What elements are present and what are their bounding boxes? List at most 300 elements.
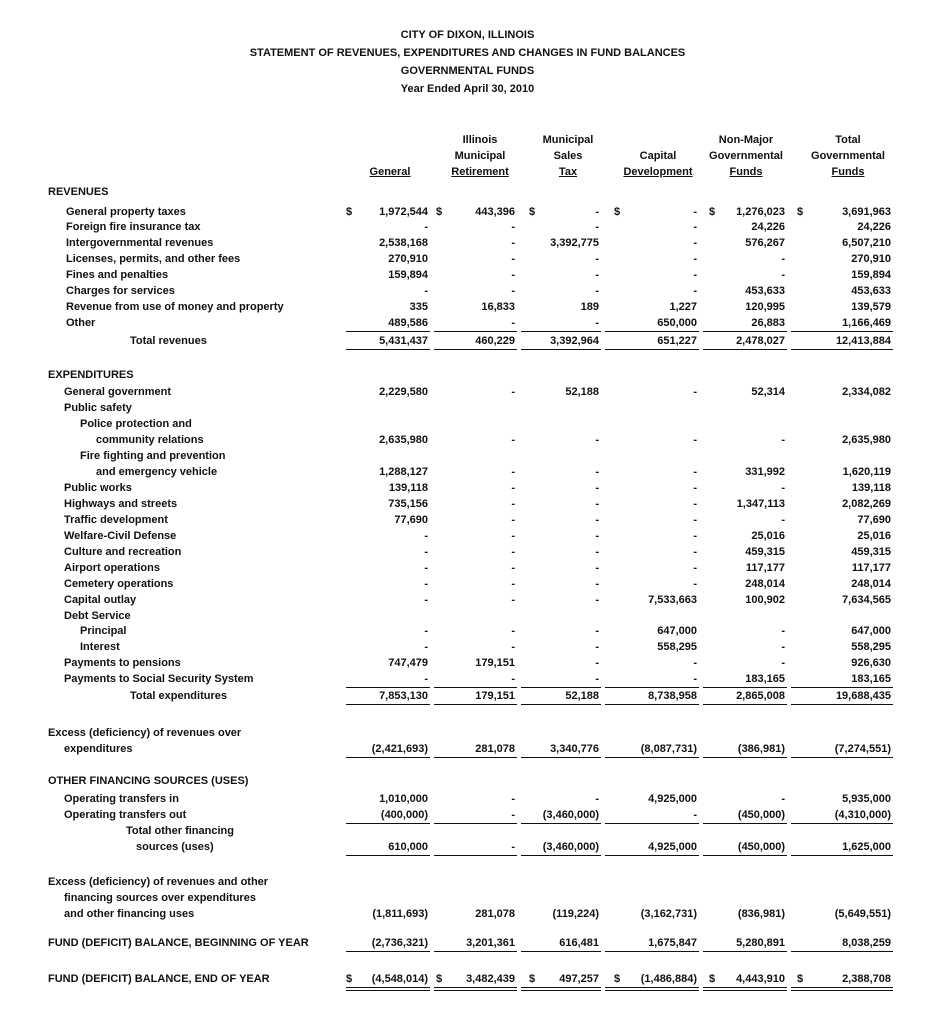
- value-cell: 179,151: [475, 690, 515, 702]
- value-cell: 2,635,980: [842, 434, 891, 446]
- row-label: Airport operations: [64, 562, 160, 574]
- underline: [346, 951, 430, 952]
- row-label: Cemetery operations: [64, 578, 174, 590]
- column-header-line: Capital: [639, 150, 677, 162]
- value-cell: -: [511, 269, 515, 281]
- value-cell: -: [511, 793, 515, 805]
- value-cell: -: [511, 317, 515, 329]
- value-cell: 453,633: [851, 285, 891, 297]
- value-cell: 453,633: [745, 285, 785, 297]
- value-cell: 747,479: [388, 657, 428, 669]
- row-label: Public safety: [64, 402, 132, 414]
- value-cell: -: [595, 594, 599, 606]
- row-label: Interest: [80, 641, 120, 653]
- row-label: Intergovernmental revenues: [66, 237, 214, 249]
- value-cell: -: [595, 206, 599, 218]
- value-cell: 159,894: [388, 269, 428, 281]
- value-cell: -: [511, 625, 515, 637]
- value-cell: -: [511, 514, 515, 526]
- title-city: CITY OF DIXON, ILLINOIS: [400, 29, 535, 41]
- value-cell: -: [595, 482, 599, 494]
- value-cell: 139,579: [851, 301, 891, 313]
- value-cell: 443,396: [475, 206, 515, 218]
- value-cell: -: [511, 285, 515, 297]
- dollar-sign: $: [436, 206, 443, 218]
- underline: [605, 704, 699, 705]
- value-cell: (119,224): [552, 908, 599, 920]
- value-cell: -: [595, 317, 599, 329]
- value-cell: 3,201,361: [466, 937, 515, 949]
- value-cell: 497,257: [559, 973, 599, 985]
- value-cell: -: [511, 841, 515, 853]
- underline: [791, 331, 893, 332]
- value-cell: -: [511, 578, 515, 590]
- row-label: Debt Service: [64, 610, 131, 622]
- value-cell: 270,910: [851, 253, 891, 265]
- value-cell: -: [511, 253, 515, 265]
- section-heading: Excess (deficiency) of revenues and other: [48, 876, 269, 888]
- value-cell: 24,226: [857, 221, 891, 233]
- row-label: financing sources over expenditures: [64, 892, 256, 904]
- underline: [703, 823, 787, 824]
- underline: [703, 951, 787, 952]
- value-cell: -: [693, 673, 697, 685]
- value-cell: 281,078: [475, 743, 515, 755]
- value-cell: 735,156: [388, 498, 428, 510]
- dollar-sign: $: [346, 206, 353, 218]
- column-header-line: Retirement: [451, 166, 509, 178]
- value-cell: 576,267: [745, 237, 785, 249]
- section-heading: EXPENDITURES: [48, 369, 134, 381]
- title-funds: GOVERNMENTAL FUNDS: [400, 65, 535, 77]
- column-header-line: General: [369, 166, 411, 178]
- value-cell: 616,481: [559, 937, 599, 949]
- value-cell: 1,166,469: [842, 317, 891, 329]
- value-cell: -: [511, 673, 515, 685]
- row-label: Licenses, permits, and other fees: [66, 253, 241, 265]
- value-cell: 2,635,980: [379, 434, 428, 446]
- dollar-sign: $: [797, 206, 804, 218]
- value-cell: -: [595, 673, 599, 685]
- underline: [434, 331, 517, 332]
- value-cell: (2,736,321): [371, 937, 428, 949]
- value-cell: (4,548,014): [371, 973, 428, 985]
- value-cell: -: [511, 434, 515, 446]
- value-cell: 25,016: [751, 530, 785, 542]
- underline: [605, 823, 699, 824]
- value-cell: 117,177: [851, 562, 891, 574]
- underline: [791, 349, 893, 350]
- value-cell: 52,314: [751, 386, 785, 398]
- value-cell: 248,014: [745, 578, 785, 590]
- value-cell: 2,478,027: [736, 335, 785, 347]
- value-cell: -: [781, 641, 785, 653]
- double-underline: [791, 987, 893, 991]
- value-cell: (5,649,551): [834, 908, 891, 920]
- underline: [434, 951, 517, 952]
- value-cell: 1,276,023: [736, 206, 785, 218]
- underline: [346, 331, 430, 332]
- value-cell: (450,000): [737, 841, 785, 853]
- value-cell: 77,690: [394, 514, 428, 526]
- dollar-sign: $: [797, 973, 804, 985]
- row-label: Principal: [80, 625, 127, 637]
- value-cell: -: [511, 466, 515, 478]
- column-header-line: Development: [623, 166, 693, 178]
- underline: [791, 687, 893, 688]
- row-label: Total other financing: [126, 825, 234, 837]
- value-cell: -: [511, 237, 515, 249]
- value-cell: -: [781, 253, 785, 265]
- value-cell: 2,865,008: [736, 690, 785, 702]
- row-label: Traffic development: [64, 514, 168, 526]
- column-header-line: Illinois: [462, 134, 498, 146]
- underline: [703, 757, 787, 758]
- value-cell: 52,188: [565, 386, 599, 398]
- row-label: Operating transfers out: [64, 809, 187, 821]
- column-header-line: Funds: [729, 166, 763, 178]
- row-label: Culture and recreation: [64, 546, 182, 558]
- value-cell: 179,151: [475, 657, 515, 669]
- double-underline: [605, 987, 699, 991]
- underline: [605, 349, 699, 350]
- value-cell: -: [781, 514, 785, 526]
- value-cell: (3,162,731): [640, 908, 697, 920]
- row-label: Highways and streets: [64, 498, 178, 510]
- value-cell: (7,274,551): [834, 743, 891, 755]
- row-label: sources (uses): [136, 841, 214, 853]
- value-cell: -: [595, 578, 599, 590]
- double-underline: [521, 987, 601, 991]
- underline: [346, 687, 430, 688]
- row-label: Foreign fire insurance tax: [66, 221, 201, 233]
- value-cell: -: [693, 578, 697, 590]
- underline: [521, 687, 601, 688]
- value-cell: (3,460,000): [542, 841, 599, 853]
- underline: [434, 687, 517, 688]
- value-cell: 24,226: [751, 221, 785, 233]
- value-cell: 3,392,775: [550, 237, 599, 249]
- value-cell: 610,000: [388, 841, 428, 853]
- underline: [434, 855, 517, 856]
- value-cell: 3,392,964: [550, 335, 599, 347]
- value-cell: 159,894: [851, 269, 891, 281]
- value-cell: -: [693, 498, 697, 510]
- column-header-line: Governmental: [709, 150, 783, 162]
- column-header-line: Funds: [831, 166, 865, 178]
- value-cell: -: [595, 221, 599, 233]
- value-cell: 1,972,544: [379, 206, 428, 218]
- value-cell: -: [424, 530, 428, 542]
- row-label: Payments to Social Security System: [64, 673, 254, 685]
- value-cell: -: [781, 482, 785, 494]
- value-cell: -: [595, 657, 599, 669]
- value-cell: -: [595, 514, 599, 526]
- value-cell: 651,227: [657, 335, 697, 347]
- value-cell: -: [693, 466, 697, 478]
- value-cell: 489,586: [388, 317, 428, 329]
- underline: [703, 704, 787, 705]
- underline: [521, 757, 601, 758]
- value-cell: -: [781, 434, 785, 446]
- value-cell: -: [595, 546, 599, 558]
- underline: [434, 704, 517, 705]
- value-cell: 1,675,847: [648, 937, 697, 949]
- value-cell: -: [595, 285, 599, 297]
- underline: [703, 687, 787, 688]
- row-label: and emergency vehicle: [96, 466, 218, 478]
- value-cell: (2,421,693): [371, 743, 428, 755]
- underline: [605, 687, 699, 688]
- value-cell: -: [595, 498, 599, 510]
- dollar-sign: $: [709, 206, 716, 218]
- underline: [346, 757, 430, 758]
- value-cell: 3,691,963: [842, 206, 891, 218]
- row-label: and other financing uses: [64, 908, 195, 920]
- underline: [703, 349, 787, 350]
- value-cell: 1,227: [669, 301, 697, 313]
- value-cell: 19,688,435: [835, 690, 891, 702]
- value-cell: 1,010,000: [379, 793, 428, 805]
- double-underline: [703, 987, 787, 991]
- underline: [346, 704, 430, 705]
- value-cell: 926,630: [851, 657, 891, 669]
- row-label: Welfare-Civil Defense: [64, 530, 177, 542]
- underline: [434, 823, 517, 824]
- value-cell: 647,000: [657, 625, 697, 637]
- value-cell: -: [595, 253, 599, 265]
- value-cell: -: [781, 657, 785, 669]
- value-cell: (836,981): [737, 908, 785, 920]
- section-heading: OTHER FINANCING SOURCES (USES): [48, 775, 249, 787]
- value-cell: -: [511, 562, 515, 574]
- row-label: Payments to pensions: [64, 657, 181, 669]
- row-label: Police protection and: [80, 418, 192, 430]
- value-cell: -: [693, 546, 697, 558]
- value-cell: -: [424, 546, 428, 558]
- dollar-sign: $: [709, 973, 716, 985]
- value-cell: -: [424, 594, 428, 606]
- value-cell: 2,334,082: [842, 386, 891, 398]
- value-cell: (1,811,693): [372, 908, 428, 920]
- row-label: General property taxes: [66, 206, 186, 218]
- value-cell: -: [424, 625, 428, 637]
- value-cell: 7,853,130: [379, 690, 428, 702]
- value-cell: 12,413,884: [835, 335, 891, 347]
- value-cell: -: [693, 386, 697, 398]
- value-cell: 2,388,708: [842, 973, 891, 985]
- value-cell: -: [693, 253, 697, 265]
- value-cell: 7,533,663: [648, 594, 697, 606]
- value-cell: -: [424, 673, 428, 685]
- row-label: Revenue from use of money and property: [66, 301, 284, 313]
- value-cell: 459,315: [851, 546, 891, 558]
- value-cell: 647,000: [851, 625, 891, 637]
- value-cell: (1,486,884): [640, 973, 697, 985]
- dollar-sign: $: [529, 206, 536, 218]
- value-cell: 5,280,891: [736, 937, 785, 949]
- value-cell: (450,000): [737, 809, 785, 821]
- value-cell: -: [595, 562, 599, 574]
- value-cell: -: [693, 237, 697, 249]
- dollar-sign: $: [614, 973, 621, 985]
- underline: [521, 704, 601, 705]
- value-cell: 1,347,113: [736, 498, 785, 510]
- value-cell: -: [693, 562, 697, 574]
- value-cell: -: [781, 269, 785, 281]
- underline: [703, 855, 787, 856]
- underline: [605, 951, 699, 952]
- value-cell: 5,935,000: [842, 793, 891, 805]
- value-cell: 100,902: [745, 594, 785, 606]
- column-header-line: Tax: [558, 166, 578, 178]
- column-header-line: Total: [835, 134, 861, 146]
- value-cell: 117,177: [745, 562, 785, 574]
- value-cell: -: [781, 625, 785, 637]
- value-cell: -: [693, 809, 697, 821]
- value-cell: 4,925,000: [648, 793, 697, 805]
- value-cell: -: [511, 594, 515, 606]
- title-period: Year Ended April 30, 2010: [400, 83, 535, 95]
- underline: [346, 349, 430, 350]
- underline: [791, 951, 893, 952]
- value-cell: (400,000): [380, 809, 428, 821]
- value-cell: -: [693, 530, 697, 542]
- value-cell: 248,014: [851, 578, 891, 590]
- section-heading: REVENUES: [48, 186, 109, 198]
- value-cell: -: [511, 641, 515, 653]
- value-cell: 2,082,269: [842, 498, 891, 510]
- value-cell: -: [595, 269, 599, 281]
- value-cell: 281,078: [475, 908, 515, 920]
- value-cell: 1,625,000: [842, 841, 891, 853]
- value-cell: (8,087,731): [640, 743, 697, 755]
- value-cell: -: [511, 482, 515, 494]
- value-cell: 650,000: [657, 317, 697, 329]
- value-cell: (386,981): [737, 743, 785, 755]
- value-cell: 558,295: [657, 641, 697, 653]
- double-underline: [434, 987, 517, 991]
- row-label: Public works: [64, 482, 132, 494]
- value-cell: 139,118: [388, 482, 428, 494]
- value-cell: -: [511, 386, 515, 398]
- underline: [346, 823, 430, 824]
- row-label: Total revenues: [130, 335, 207, 347]
- row-label: Operating transfers in: [64, 793, 179, 805]
- underline: [434, 349, 517, 350]
- value-cell: -: [424, 221, 428, 233]
- value-cell: 3,340,776: [550, 743, 599, 755]
- value-cell: 7,634,565: [842, 594, 891, 606]
- underline: [521, 855, 601, 856]
- value-cell: 183,165: [745, 673, 785, 685]
- value-cell: -: [424, 285, 428, 297]
- value-cell: 6,507,210: [842, 237, 891, 249]
- value-cell: 2,229,580: [379, 386, 428, 398]
- value-cell: -: [693, 221, 697, 233]
- row-label: community relations: [96, 434, 204, 446]
- value-cell: -: [693, 514, 697, 526]
- underline: [605, 855, 699, 856]
- column-header-total: [788, 132, 908, 180]
- value-cell: 459,315: [745, 546, 785, 558]
- title-statement: STATEMENT OF REVENUES, EXPENDITURES AND CHANGES IN FUND BALANCES: [249, 47, 686, 59]
- value-cell: -: [595, 466, 599, 478]
- row-label: Fines and penalties: [66, 269, 169, 281]
- column-header-line: Sales: [553, 150, 583, 162]
- dollar-sign: $: [436, 973, 443, 985]
- section-heading: FUND (DEFICIT) BALANCE, END OF YEAR: [48, 973, 270, 985]
- value-cell: -: [511, 530, 515, 542]
- underline: [791, 704, 893, 705]
- double-underline: [346, 987, 430, 991]
- dollar-sign: $: [529, 973, 536, 985]
- value-cell: -: [693, 206, 697, 218]
- underline: [521, 331, 601, 332]
- value-cell: -: [595, 530, 599, 542]
- value-cell: -: [693, 285, 697, 297]
- underline: [791, 855, 893, 856]
- dollar-sign: $: [346, 973, 353, 985]
- value-cell: (4,310,000): [834, 809, 891, 821]
- value-cell: 5,431,437: [379, 335, 428, 347]
- value-cell: 270,910: [388, 253, 428, 265]
- value-cell: 1,620,119: [842, 466, 891, 478]
- value-cell: 120,995: [745, 301, 785, 313]
- value-cell: (3,460,000): [542, 809, 599, 821]
- value-cell: -: [424, 641, 428, 653]
- value-cell: -: [511, 221, 515, 233]
- underline: [434, 757, 517, 758]
- underline: [605, 757, 699, 758]
- section-heading: FUND (DEFICIT) BALANCE, BEGINNING OF YEAR: [48, 937, 309, 949]
- value-cell: 460,229: [475, 335, 515, 347]
- row-label: expenditures: [64, 743, 133, 755]
- value-cell: 8,038,259: [842, 937, 891, 949]
- underline: [521, 823, 601, 824]
- value-cell: -: [424, 578, 428, 590]
- row-label: General government: [64, 386, 171, 398]
- underline: [605, 331, 699, 332]
- value-cell: -: [424, 562, 428, 574]
- value-cell: 3,482,439: [466, 973, 515, 985]
- dollar-sign: $: [614, 206, 621, 218]
- row-label: Fire fighting and prevention: [80, 450, 226, 462]
- column-header-line: Non-Major: [718, 134, 774, 146]
- value-cell: 2,538,168: [379, 237, 428, 249]
- underline: [346, 855, 430, 856]
- value-cell: -: [693, 482, 697, 494]
- row-label: Capital outlay: [64, 594, 137, 606]
- value-cell: 4,443,910: [736, 973, 785, 985]
- value-cell: -: [781, 793, 785, 805]
- value-cell: 1,288,127: [379, 466, 428, 478]
- value-cell: 558,295: [851, 641, 891, 653]
- value-cell: -: [693, 269, 697, 281]
- value-cell: 8,738,958: [648, 690, 697, 702]
- underline: [521, 951, 601, 952]
- value-cell: 16,833: [481, 301, 515, 313]
- value-cell: -: [595, 641, 599, 653]
- value-cell: 77,690: [857, 514, 891, 526]
- value-cell: 139,118: [851, 482, 891, 494]
- value-cell: 189: [580, 301, 599, 313]
- underline: [791, 757, 893, 758]
- value-cell: 4,925,000: [648, 841, 697, 853]
- value-cell: -: [595, 793, 599, 805]
- value-cell: -: [693, 657, 697, 669]
- value-cell: -: [511, 498, 515, 510]
